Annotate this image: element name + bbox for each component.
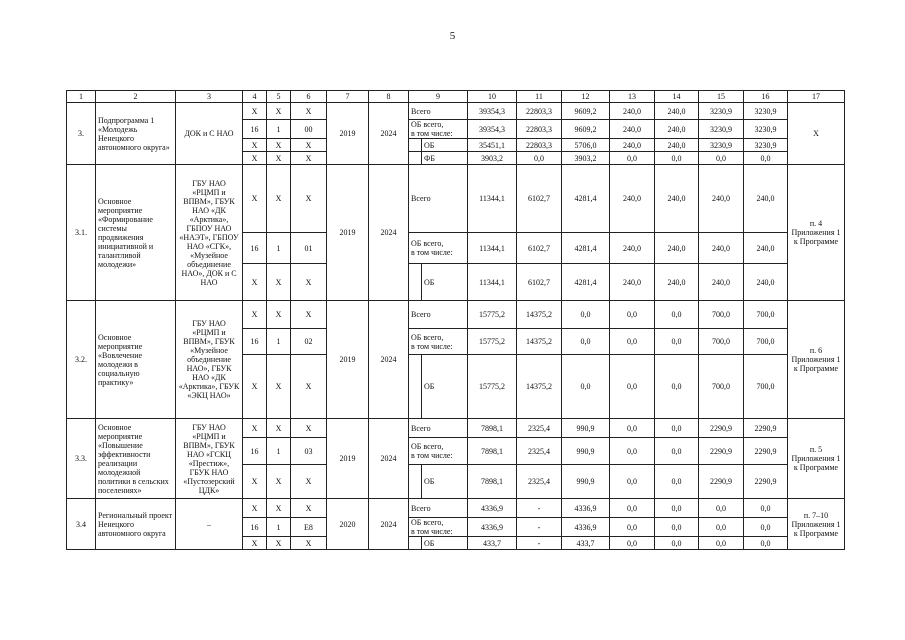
funding-label: ОБ (422, 264, 468, 301)
header-cell: 6 (291, 91, 327, 103)
code-cell: 1 (267, 329, 291, 355)
indent-cell (409, 152, 422, 165)
value-cell: 7898,1 (468, 419, 517, 438)
value-cell: 0,0 (517, 152, 562, 165)
funding-label: ФБ (422, 152, 468, 165)
note-cell: п. 5 Приложения 1 к Программе (788, 419, 845, 499)
value-cell: 15775,2 (468, 355, 517, 419)
code-cell: X (291, 465, 327, 499)
ob-total-label: ОБ всего, (411, 239, 444, 248)
funding-label: ОБ (422, 355, 468, 419)
header-cell: 17 (788, 91, 845, 103)
start-year: 2019 (327, 165, 369, 301)
value-cell: 22803,3 (517, 120, 562, 139)
value-cell: 0,0 (610, 465, 655, 499)
code-cell: X (243, 301, 267, 329)
value-cell: 0,0 (655, 518, 699, 537)
value-cell: 0,0 (655, 419, 699, 438)
value-cell: 4336,9 (468, 499, 517, 518)
header-cell: 7 (327, 91, 369, 103)
executor: ГБУ НАО «РЦМП и ВПВМ», ГБУК НАО «ДК «Арктика», ГБПОУ НАО «НАЭТ», ГБПОУ НАО «СГК», «Музейное объединение НАО», ДОК и С НАО (176, 165, 243, 301)
value-cell: 3230,9 (744, 139, 788, 152)
value-cell: 0,0 (610, 329, 655, 355)
code-cell: X (243, 264, 267, 301)
header-cell: 13 (610, 91, 655, 103)
value-cell: 39354,3 (468, 120, 517, 139)
start-year: 2020 (327, 499, 369, 550)
header-cell: 15 (699, 91, 744, 103)
indent-cell (409, 264, 422, 301)
value-cell: 4281,4 (562, 165, 610, 233)
code-cell: X (291, 165, 327, 233)
table-row (67, 301, 845, 329)
value-cell: 0,0 (699, 499, 744, 518)
value-cell: 5706,0 (562, 139, 610, 152)
note-cell: п. 7–10 Приложения 1 к Программе (788, 499, 845, 550)
value-cell: 240,0 (610, 120, 655, 139)
value-cell: 0,0 (699, 518, 744, 537)
code-cell: X (267, 499, 291, 518)
value-cell: 0,0 (655, 301, 699, 329)
code-cell: X (291, 103, 327, 120)
table-row (67, 165, 845, 233)
value-cell: 14375,2 (517, 355, 562, 419)
funding-label (409, 438, 468, 465)
value-cell: 0,0 (699, 537, 744, 550)
code-cell: X (243, 419, 267, 438)
page-number: 5 (449, 30, 456, 42)
start-year: 2019 (327, 419, 369, 499)
start-year: 2019 (327, 301, 369, 419)
code-cell: X (267, 103, 291, 120)
code-cell: X (291, 355, 327, 419)
end-year: 2024 (369, 301, 409, 419)
value-cell: 0,0 (655, 438, 699, 465)
code-cell: X (267, 537, 291, 550)
value-cell: 2325,4 (517, 419, 562, 438)
value-cell: 240,0 (610, 103, 655, 120)
value-cell: 240,0 (744, 165, 788, 233)
value-cell: 0,0 (610, 419, 655, 438)
value-cell: 240,0 (610, 233, 655, 264)
end-year: 2024 (369, 103, 409, 165)
including-label: в том числе: (411, 248, 453, 257)
value-cell: 240,0 (655, 139, 699, 152)
code-cell: X (267, 152, 291, 165)
value-cell: 240,0 (655, 103, 699, 120)
executor: ДОК и С НАО (176, 103, 243, 165)
code-cell: X (291, 537, 327, 550)
code-cell: X (243, 499, 267, 518)
value-cell: 240,0 (655, 233, 699, 264)
code-cell: 16 (243, 518, 267, 537)
value-cell: 240,0 (610, 139, 655, 152)
funding-label (409, 518, 468, 537)
value-cell: 0,0 (610, 355, 655, 419)
header-cell: 12 (562, 91, 610, 103)
value-cell: 2325,4 (517, 438, 562, 465)
value-cell: 2290,9 (744, 465, 788, 499)
code-cell: 1 (267, 120, 291, 139)
code-cell: 1 (267, 438, 291, 465)
value-cell: 0,0 (655, 537, 699, 550)
value-cell: 4281,4 (562, 233, 610, 264)
value-cell: 700,0 (699, 355, 744, 419)
code-cell: X (243, 152, 267, 165)
value-cell: - (517, 518, 562, 537)
value-cell: 0,0 (610, 518, 655, 537)
value-cell: 240,0 (610, 165, 655, 233)
code-cell: 00 (291, 120, 327, 139)
value-cell: 0,0 (744, 518, 788, 537)
indent-cell (409, 537, 422, 550)
end-year: 2024 (369, 499, 409, 550)
indent-cell (409, 355, 422, 419)
row-number: 3.1. (67, 165, 96, 301)
code-cell: X (291, 139, 327, 152)
value-cell: 2325,4 (517, 465, 562, 499)
value-cell: 2290,9 (699, 438, 744, 465)
executor: ГБУ НАО «РЦМП и ВПВМ», ГБУК НАО «ГСКЦ «Престиж», ГБУК НАО «Пустозерский ЦДК» (176, 419, 243, 499)
value-cell: 240,0 (699, 165, 744, 233)
value-cell: 0,0 (655, 465, 699, 499)
value-cell: 39354,3 (468, 103, 517, 120)
end-year: 2024 (369, 419, 409, 499)
code-cell: X (291, 152, 327, 165)
value-cell: 990,9 (562, 419, 610, 438)
funding-label: Всего (409, 419, 468, 438)
code-cell: X (267, 139, 291, 152)
value-cell: 433,7 (562, 537, 610, 550)
indent-cell (409, 465, 422, 499)
funding-label: Всего (409, 103, 468, 120)
value-cell: 9609,2 (562, 120, 610, 139)
program-table (66, 90, 845, 550)
value-cell: 2290,9 (744, 438, 788, 465)
value-cell: 240,0 (699, 264, 744, 301)
value-cell: 6102,7 (517, 165, 562, 233)
note-cell: п. 4 Приложения 1 к Программе (788, 165, 845, 301)
funding-label: ОБ (422, 537, 468, 550)
ob-total-label: ОБ всего, (411, 442, 444, 451)
header-cell: 1 (67, 91, 96, 103)
value-cell: 0,0 (744, 152, 788, 165)
value-cell: 0,0 (744, 537, 788, 550)
value-cell: 990,9 (562, 438, 610, 465)
value-cell: 0,0 (655, 329, 699, 355)
value-cell: 0,0 (610, 438, 655, 465)
code-cell: E8 (291, 518, 327, 537)
header-row (67, 91, 845, 103)
value-cell: 4336,9 (468, 518, 517, 537)
code-cell: 02 (291, 329, 327, 355)
value-cell: 11344,1 (468, 264, 517, 301)
start-year: 2019 (327, 103, 369, 165)
value-cell: 0,0 (655, 152, 699, 165)
including-label: в том числе: (411, 451, 453, 460)
row-number: 3.4 (67, 499, 96, 550)
value-cell: 240,0 (655, 120, 699, 139)
event-name: Подпрограмма 1 «Молодежь Ненецкого автономного округа» (96, 103, 176, 165)
value-cell: 700,0 (744, 355, 788, 419)
code-cell: 03 (291, 438, 327, 465)
value-cell: 3230,9 (744, 103, 788, 120)
value-cell: 0,0 (744, 499, 788, 518)
row-number: 3.2. (67, 301, 96, 419)
value-cell: 7898,1 (468, 438, 517, 465)
value-cell: 35451,1 (468, 139, 517, 152)
including-label: в том числе: (411, 129, 453, 138)
value-cell: 240,0 (655, 264, 699, 301)
value-cell: 14375,2 (517, 329, 562, 355)
value-cell: 3230,9 (699, 120, 744, 139)
value-cell: 0,0 (610, 301, 655, 329)
value-cell: 3903,2 (468, 152, 517, 165)
note-cell: X (788, 103, 845, 165)
ob-total-label: ОБ всего, (411, 332, 444, 342)
note-cell: п. 6 Приложения 1 к Программе (788, 301, 845, 419)
header-cell: 5 (267, 91, 291, 103)
event-name: Основное мероприятие «Вовлечение молодежи в социальную практику» (96, 301, 176, 419)
value-cell: 11344,1 (468, 165, 517, 233)
header-cell: 16 (744, 91, 788, 103)
header-cell: 14 (655, 91, 699, 103)
header-cell: 4 (243, 91, 267, 103)
value-cell: - (517, 499, 562, 518)
including-label: в том числе: (411, 527, 453, 536)
value-cell: 4281,4 (562, 264, 610, 301)
funding-label: ОБ (422, 139, 468, 152)
code-cell: X (267, 165, 291, 233)
value-cell: 0,0 (562, 355, 610, 419)
value-cell: 4336,9 (562, 518, 610, 537)
including-label: в том числе: (411, 341, 453, 351)
code-cell: 16 (243, 329, 267, 355)
value-cell: 0,0 (610, 499, 655, 518)
value-cell: 22803,3 (517, 139, 562, 152)
funding-label: ОБ (422, 465, 468, 499)
header-cell: 10 (468, 91, 517, 103)
value-cell: 433,7 (468, 537, 517, 550)
value-cell: 2290,9 (699, 419, 744, 438)
ob-total-label: ОБ всего, (411, 120, 444, 129)
code-cell: X (267, 264, 291, 301)
indent-cell (409, 139, 422, 152)
value-cell: 7898,1 (468, 465, 517, 499)
value-cell: 240,0 (744, 264, 788, 301)
funding-label (409, 329, 468, 355)
table-row (67, 499, 845, 518)
code-cell: X (243, 537, 267, 550)
value-cell: 11344,1 (468, 233, 517, 264)
code-cell: X (267, 419, 291, 438)
value-cell: - (517, 537, 562, 550)
value-cell: 700,0 (744, 301, 788, 329)
executor: ГБУ НАО «РЦМП и ВПВМ», ГБУК «Музейное объединение НАО», ГБУК НАО «ДК «Арктика», ГБУК «ЭКЦ НАО» (176, 301, 243, 419)
value-cell: 22803,3 (517, 103, 562, 120)
row-number: 3. (67, 103, 96, 165)
executor: – (176, 499, 243, 550)
value-cell: 3230,9 (744, 120, 788, 139)
code-cell: X (267, 355, 291, 419)
funding-label (409, 120, 468, 139)
code-cell: 16 (243, 120, 267, 139)
value-cell: 3230,9 (699, 139, 744, 152)
table-row (67, 419, 845, 438)
table-row (67, 103, 845, 120)
value-cell: 3903,2 (562, 152, 610, 165)
header-cell: 2 (96, 91, 176, 103)
value-cell: 15775,2 (468, 301, 517, 329)
code-cell: 01 (291, 233, 327, 264)
value-cell: 14375,2 (517, 301, 562, 329)
value-cell: 700,0 (699, 301, 744, 329)
value-cell: 0,0 (610, 152, 655, 165)
code-cell: X (243, 165, 267, 233)
row-number: 3.3. (67, 419, 96, 499)
code-cell: 1 (267, 518, 291, 537)
event-name: Региональный проект Ненецкого автономного округа (96, 499, 176, 550)
code-cell: 16 (243, 233, 267, 264)
ob-total-label: ОБ всего, (411, 518, 444, 527)
header-cell: 9 (409, 91, 468, 103)
value-cell: 0,0 (562, 301, 610, 329)
funding-label: Всего (409, 499, 468, 518)
value-cell: 240,0 (655, 165, 699, 233)
value-cell: 240,0 (610, 264, 655, 301)
value-cell: 240,0 (699, 233, 744, 264)
value-cell: 0,0 (610, 537, 655, 550)
event-name: Основное мероприятие «Формирование системы продвижения инициативной и талантливой молодежи» (96, 165, 176, 301)
code-cell: X (291, 499, 327, 518)
funding-label (409, 233, 468, 264)
end-year: 2024 (369, 165, 409, 301)
code-cell: 1 (267, 233, 291, 264)
code-cell: X (267, 301, 291, 329)
value-cell: 15775,2 (468, 329, 517, 355)
value-cell: 9609,2 (562, 103, 610, 120)
code-cell: X (243, 465, 267, 499)
value-cell: 0,0 (562, 329, 610, 355)
header-cell: 8 (369, 91, 409, 103)
value-cell: 2290,9 (699, 465, 744, 499)
value-cell: 700,0 (744, 329, 788, 355)
value-cell: 240,0 (744, 233, 788, 264)
value-cell: 6102,7 (517, 233, 562, 264)
code-cell: X (243, 355, 267, 419)
value-cell: 700,0 (699, 329, 744, 355)
code-cell: X (291, 419, 327, 438)
code-cell: X (291, 301, 327, 329)
value-cell: 0,0 (655, 355, 699, 419)
code-cell: 16 (243, 438, 267, 465)
code-cell: X (243, 103, 267, 120)
header-cell: 11 (517, 91, 562, 103)
value-cell: 0,0 (699, 152, 744, 165)
code-cell: X (291, 264, 327, 301)
funding-label: Всего (409, 165, 468, 233)
value-cell: 3230,9 (699, 103, 744, 120)
value-cell: 2290,9 (744, 419, 788, 438)
funding-label: Всего (409, 301, 468, 329)
code-cell: X (267, 465, 291, 499)
value-cell: 6102,7 (517, 264, 562, 301)
value-cell: 4336,9 (562, 499, 610, 518)
header-cell: 3 (176, 91, 243, 103)
value-cell: 990,9 (562, 465, 610, 499)
event-name: Основное мероприятие «Повышение эффективности реализации молодежной политики в сельских поселениях» (96, 419, 176, 499)
value-cell: 0,0 (655, 499, 699, 518)
code-cell: X (243, 139, 267, 152)
